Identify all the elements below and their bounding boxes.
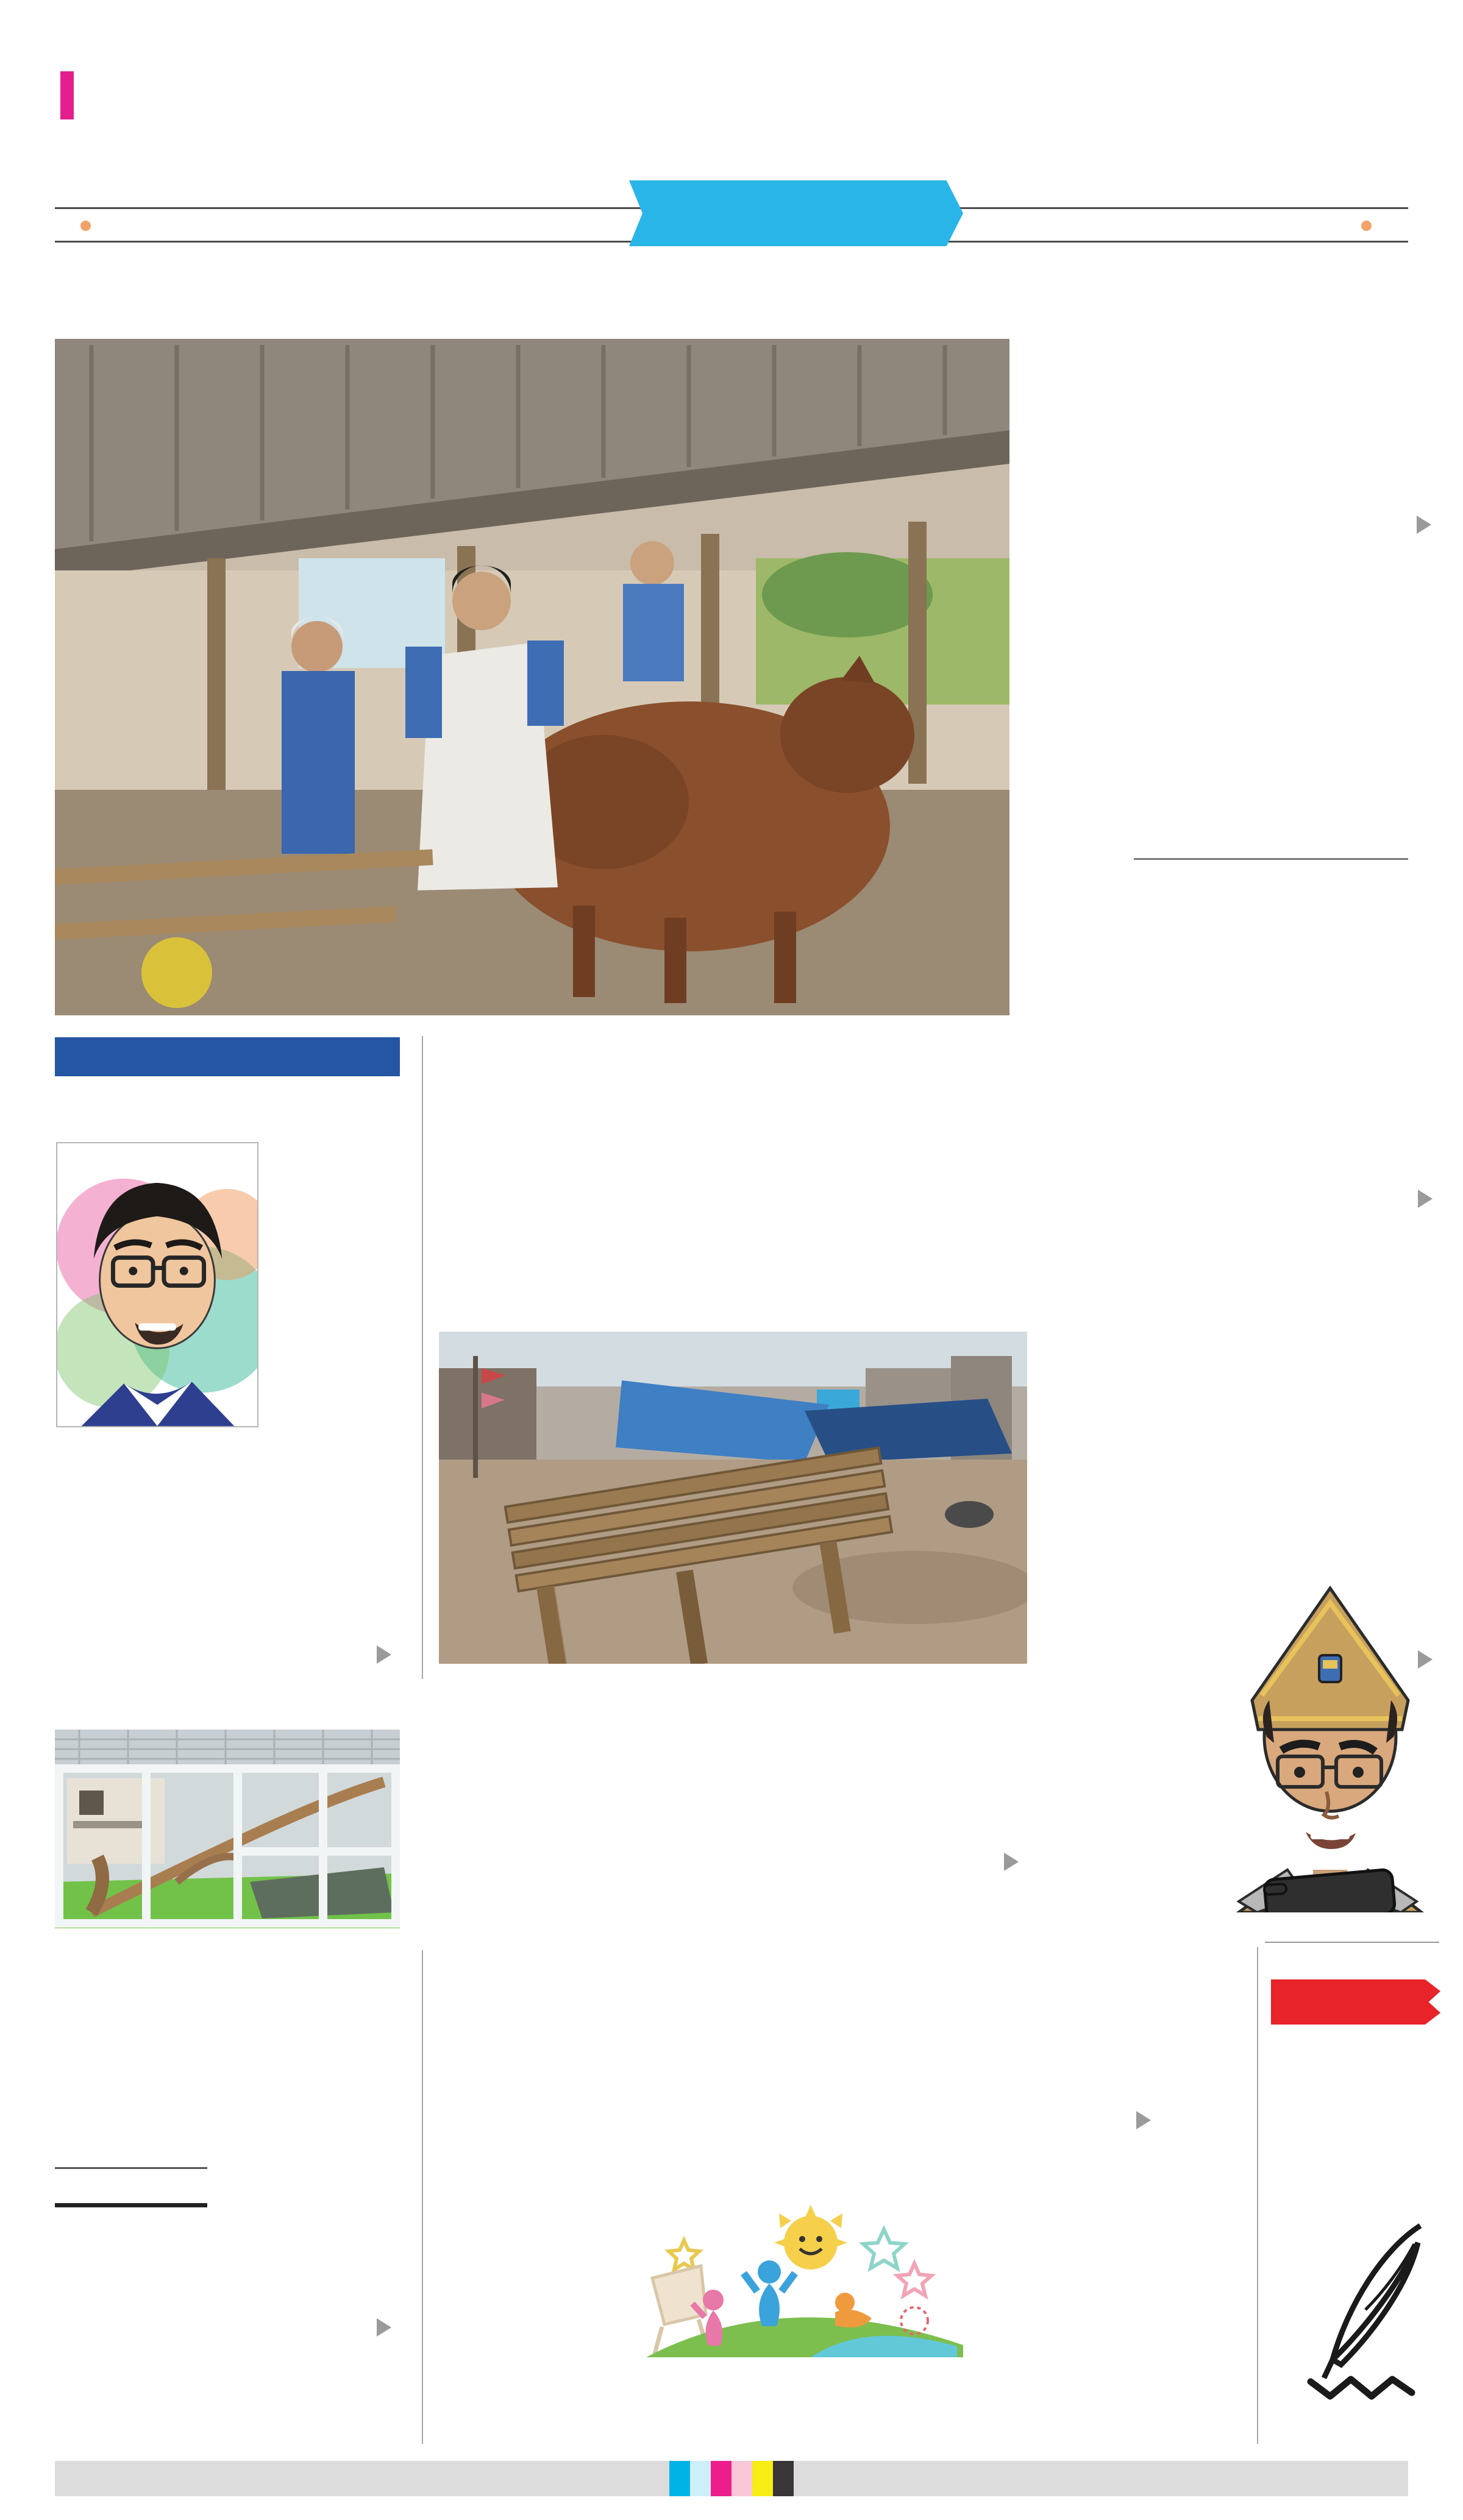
disperindag-column-2 xyxy=(843,1850,1028,1871)
market-photo-illustration xyxy=(439,1332,1027,1664)
bullet-dot-icon xyxy=(80,221,91,231)
pasar-ciawitali-photo xyxy=(439,1332,1027,1664)
caption-divider xyxy=(1134,858,1408,860)
quill-pen-illustration xyxy=(1292,2218,1439,2401)
gerakan-garut-ramah-anak-logo xyxy=(628,2205,981,2449)
column-divider xyxy=(422,1036,423,1679)
read-more-link xyxy=(1036,516,1440,534)
official-caricature-illustration xyxy=(1214,1536,1441,1912)
read-more-arrow-icon xyxy=(1418,1190,1433,1208)
disdamkar-body-top xyxy=(55,2100,400,2103)
ramah-anak-columns xyxy=(445,2109,1159,2129)
read-more-arrow-icon xyxy=(377,2318,391,2337)
ramah-anak-logo-illustration xyxy=(628,2205,981,2357)
sekda-right-column xyxy=(1245,1446,1441,1448)
diskanak-body xyxy=(1036,513,1440,534)
disdamkar-body-bottom xyxy=(55,2316,400,2337)
disdamkar-inset-subhead xyxy=(55,2167,207,2207)
disdamkar-wrap-row xyxy=(55,2167,400,2207)
btt-column-1 xyxy=(458,1187,653,1208)
quill-icon xyxy=(1292,2218,1439,2401)
snake-cage-photo xyxy=(55,1730,400,1928)
bullet-dot-icon xyxy=(1361,221,1372,231)
read-more-arrow-icon xyxy=(1004,1853,1019,1871)
read-more-link xyxy=(843,1853,1028,1871)
ramah-column-4 xyxy=(993,2109,1160,2129)
btt-column-3 xyxy=(866,1187,1047,1208)
read-more-link xyxy=(55,1645,400,1664)
ramah-column-2 xyxy=(628,2109,795,2129)
btt-column-4 xyxy=(1063,1187,1244,1208)
disdamkar-wrap-column xyxy=(224,2167,400,2207)
nurdin-yana-caricature xyxy=(1214,1536,1441,1912)
read-more-link xyxy=(993,2111,1160,2129)
portrait-illustration xyxy=(57,1143,257,1426)
column-divider xyxy=(1257,1947,1258,2444)
disperindag-column-1 xyxy=(640,1850,825,1871)
read-more-arrow-icon xyxy=(1136,2111,1151,2129)
cattle-photo-illustration xyxy=(55,339,1009,1015)
section-divider xyxy=(1265,1942,1439,1943)
caricature-name-label xyxy=(1262,1883,1287,1897)
celetuk-items xyxy=(1271,2043,1440,2059)
read-more-link xyxy=(1260,1190,1441,1208)
seri-motivasi-banner xyxy=(55,1037,400,1076)
registration-color-strip xyxy=(669,2461,794,2496)
ramah-column-1 xyxy=(445,2109,612,2129)
disperindag-subhead xyxy=(439,1850,622,1855)
snake-cage-illustration xyxy=(55,1730,400,1928)
btt-column-5 xyxy=(1260,1187,1441,1208)
issue-date xyxy=(80,215,102,235)
sekda-left-column xyxy=(1044,1571,1234,1574)
btt-article-columns xyxy=(458,1187,1441,1208)
site-logo xyxy=(58,72,74,117)
tagline-ribbon xyxy=(629,180,963,246)
read-more-arrow-icon xyxy=(377,1645,391,1664)
motivasi-body xyxy=(55,1500,400,1503)
main-photo-cattle-vaccination xyxy=(55,339,1009,1015)
columnist-portrait xyxy=(56,1142,258,1427)
site-logo-suffix xyxy=(60,71,74,119)
read-more-link xyxy=(55,2318,400,2337)
ramah-column-3 xyxy=(810,2109,977,2129)
column-divider xyxy=(422,1950,423,2444)
cover-price xyxy=(1361,215,1383,235)
disperindag-columns xyxy=(439,1850,1027,1871)
celetuk-section-tab xyxy=(1271,1979,1440,2025)
footer-bar xyxy=(55,2461,1408,2496)
btt-column-2 xyxy=(669,1187,850,1208)
read-more-arrow-icon xyxy=(1417,516,1431,534)
motivasi-column-text xyxy=(272,1142,400,1145)
